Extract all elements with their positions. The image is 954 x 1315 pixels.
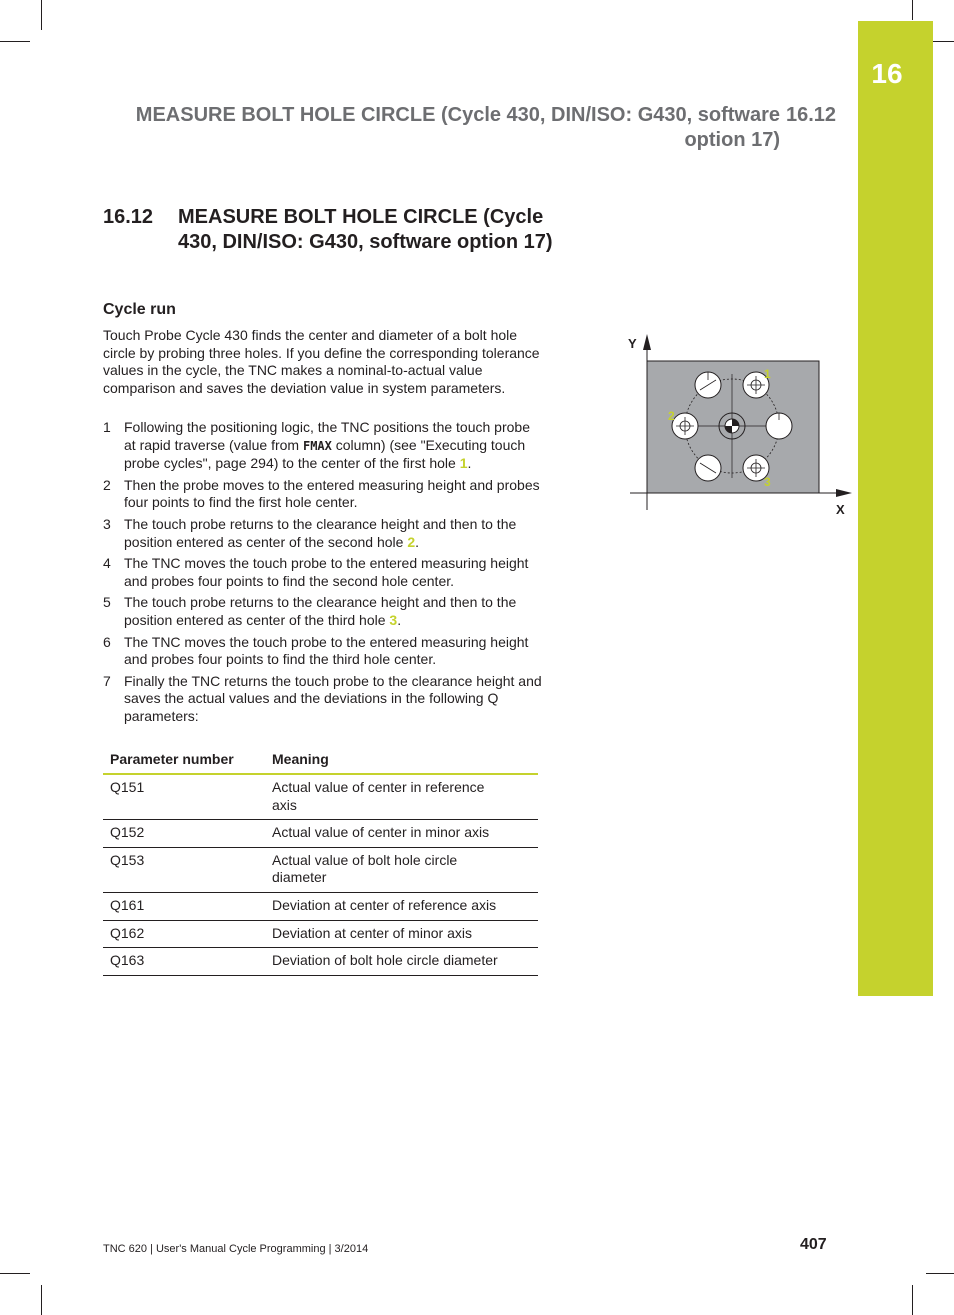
step-text: .	[415, 533, 419, 550]
running-head-title: MEASURE BOLT HOLE CIRCLE (Cycle 430, DIN/ISO: G430, software option 17)	[135, 104, 780, 151]
step-text: column) (see "Executing touch probe cycles", page 294) to the center of the first hole	[124, 436, 526, 472]
q-parameter-table	[103, 748, 538, 976]
meaning-cell: Actual value of center in minor axis	[265, 820, 538, 848]
step-number: 7	[103, 672, 111, 689]
step-number: 4	[103, 555, 111, 572]
hole-bottom-left	[695, 455, 721, 481]
crop-mark	[0, 1273, 30, 1274]
step-text: Following the positioning logic, the TNC positions the touch probe at rapid traverse (value from	[124, 419, 530, 453]
crop-mark	[0, 41, 30, 42]
y-axis-label: Y	[628, 336, 637, 351]
hole-top-left	[695, 372, 721, 398]
hole-ref: 1	[459, 455, 468, 472]
step-text: The touch probe returns to the clearance height and then to the position entered as center of the second hole	[124, 515, 517, 550]
crop-mark	[926, 1273, 954, 1274]
meaning-cell: Actual value of center in reference axis	[265, 774, 538, 820]
table-row	[103, 948, 538, 976]
list-item	[103, 516, 543, 551]
chapter-tab	[858, 21, 933, 996]
step-text: The touch probe returns to the clearance height and then to the position entered as center of the third hole	[124, 594, 517, 628]
x-axis-arrow-icon	[836, 489, 852, 497]
table-row	[103, 920, 538, 948]
crop-mark	[41, 0, 42, 30]
step-text: The TNC moves the touch probe to the entered measuring height and probes four points to find the third hole center.	[124, 633, 529, 668]
hole-label-1: 1	[764, 367, 771, 381]
step-text: Then the probe moves to the entered measuring height and probes four points to find the first hole center.	[124, 476, 540, 511]
parameter-cell: Q163	[103, 948, 265, 976]
list-item	[103, 555, 543, 590]
step-number: 3	[103, 515, 111, 532]
step-text: .	[467, 455, 472, 472]
running-head-section: 16.12	[786, 104, 837, 126]
step-number: 2	[103, 476, 111, 493]
crop-mark	[41, 1285, 42, 1315]
step-text: The TNC moves the touch probe to the entered measuring height and probes four points to find the second hole center.	[124, 555, 529, 589]
subheading-cycle-run: Cycle run	[103, 301, 176, 318]
bolt-hole-circle-diagram	[620, 328, 856, 522]
list-item	[103, 477, 543, 512]
chapter-number: 16	[871, 58, 903, 89]
parameter-cell: Q151	[103, 774, 265, 820]
table-row	[103, 847, 538, 892]
footer-text: TNC 620 | User's Manual Cycle Programming | 3/2014	[103, 1243, 369, 1255]
y-axis-arrow-icon	[643, 334, 651, 350]
list-item	[103, 673, 543, 726]
parameter-cell: Q153	[103, 847, 265, 892]
table-header-row	[103, 748, 538, 774]
table-row	[103, 820, 538, 848]
hole-ref: 2	[407, 533, 416, 550]
section-title: MEASURE BOLT HOLE CIRCLE (Cycle 430, DIN/ISO: G430, software option 17)	[178, 206, 553, 253]
step-list	[103, 419, 543, 730]
hole-ref: 3	[389, 611, 398, 628]
table-row	[103, 892, 538, 920]
step-number: 5	[103, 594, 111, 611]
meaning-cell: Deviation of bolt hole circle diameter	[265, 948, 538, 976]
column-header-parameter-number: Parameter number	[110, 751, 234, 767]
step-text: Finally the TNC returns the touch probe to the clearance height and saves the actual values and the deviations in the following Q parameters:	[124, 672, 542, 724]
hole-2	[672, 413, 698, 439]
column-header-meaning: Meaning	[272, 751, 329, 767]
page-number: 407	[800, 1236, 827, 1253]
meaning-cell: Actual value of bolt hole circle diameter	[265, 847, 538, 892]
parameter-cell: Q162	[103, 920, 265, 948]
parameter-cell: Q152	[103, 820, 265, 848]
x-axis-label: X	[836, 502, 845, 517]
crop-mark	[912, 0, 913, 20]
list-item	[103, 594, 543, 629]
code-fmax: FMAX	[302, 438, 332, 453]
meaning-cell: Deviation at center of reference axis	[265, 892, 538, 920]
hole-label-2: 2	[668, 409, 675, 423]
table-row	[103, 774, 538, 820]
hole-label-3: 3	[764, 475, 771, 489]
step-number: 1	[103, 419, 111, 435]
section-number: 16.12	[103, 206, 154, 228]
list-item	[103, 634, 543, 669]
step-text: .	[397, 611, 402, 628]
hole-right	[766, 413, 792, 439]
meaning-cell: Deviation at center of minor axis	[265, 920, 538, 948]
intro-paragraph: Touch Probe Cycle 430 finds the center and diameter of a bolt hole circle by probing three holes. If you define the corresponding tolerance values in the cycle, the TNC makes a nominal-to-actual value comparison and saves the deviation value in system parameters.	[103, 327, 540, 396]
parameter-cell: Q161	[103, 892, 265, 920]
crop-mark	[912, 1285, 913, 1315]
list-item	[103, 419, 543, 473]
step-number: 6	[103, 633, 111, 650]
